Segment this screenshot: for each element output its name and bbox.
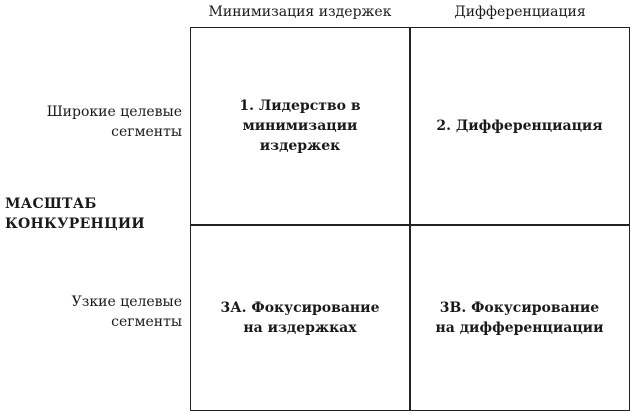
cell-differentiation-line1: 2. Дифференциация: [436, 118, 603, 134]
cell-cost-focus-line2: на издержках: [243, 319, 357, 336]
cell-differentiation-focus: [411, 226, 628, 409]
axis-label-line1: МАСШТАБ: [5, 196, 97, 212]
competition-scope-axis-label: [5, 194, 145, 234]
column-header-cost-minimization: Минимизация издержек: [208, 4, 392, 20]
cell-cost-leadership: [192, 29, 408, 223]
row-label-narrow-line2: сегменты: [111, 314, 182, 330]
axis-label-line2: КОНКУРЕНЦИИ: [5, 216, 145, 232]
column-header-differentiation: Дифференциация: [454, 4, 586, 20]
row-label-narrow-line1: Узкие целевые: [71, 294, 182, 310]
cell-cost-focus: [192, 226, 408, 409]
cell-cost-focus-line1: 3А. Фокусирование: [220, 299, 380, 316]
cell-cost-leadership-line2: издержек: [259, 138, 341, 154]
cell-differentiation: [411, 29, 628, 223]
cell-differentiation-focus-line1: 3В. Фокусирование: [439, 299, 600, 316]
row-label-broad-line1: Широкие целевые: [46, 104, 182, 120]
cell-differentiation-focus-line2: на дифференциации: [435, 319, 604, 336]
cell-cost-leadership-line1: 1. Лидерство в минимизации: [239, 98, 361, 134]
row-label-narrow-segments: [22, 292, 182, 332]
row-label-broad-line2: сегменты: [111, 124, 182, 140]
row-label-broad-segments: [22, 102, 182, 142]
